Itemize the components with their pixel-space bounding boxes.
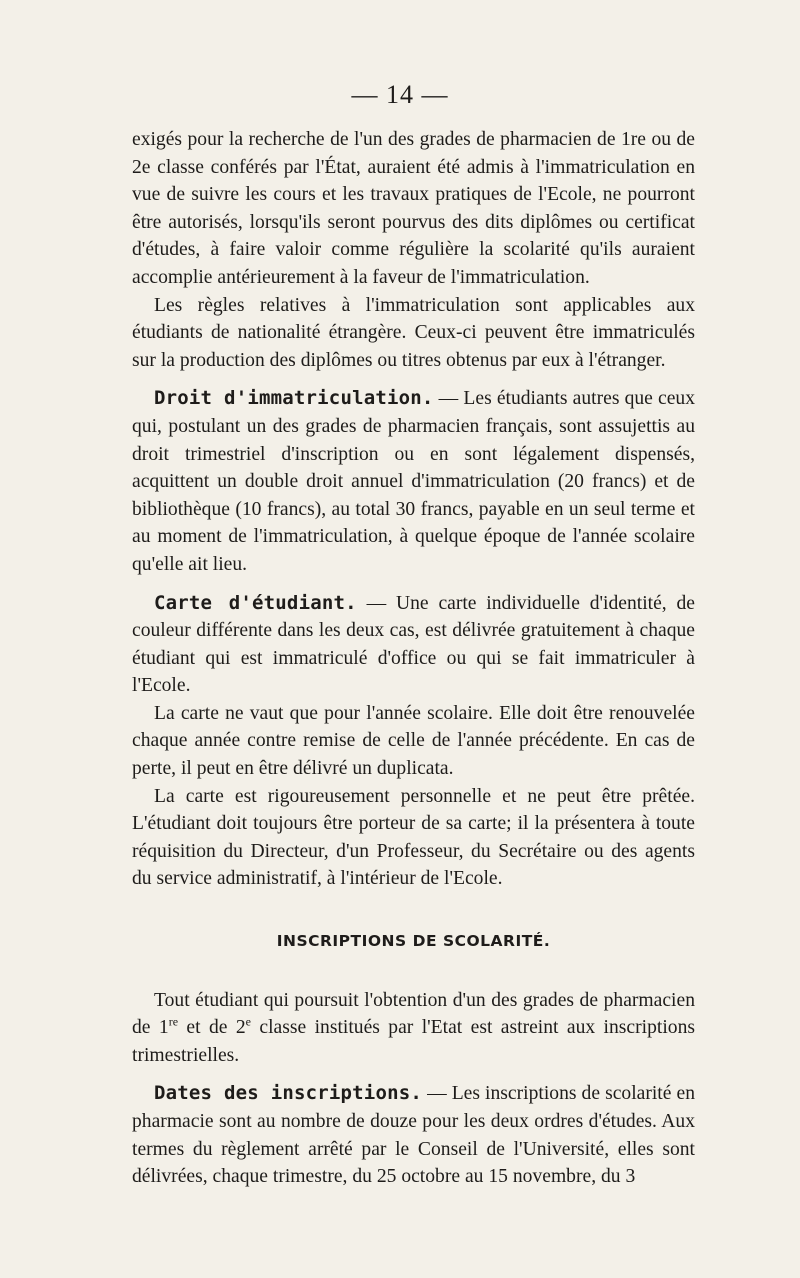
heading-registration-fee: Droit d'immatriculation.	[154, 387, 434, 410]
paragraph-continuation: exigés pour la recherche de l'un des grades de pharmacien de 1re ou de 2e classe conférés par l'État, auraient été admis à l'immatriculation en vue de suivre les cours et les travaux pratiques de l'Ecole, ne pourront être autorisés, lorsqu'ils seront pourvus des dits diplômes ou certificat d'études, à faire valoir comme régulière la scolarité qu'ils auraient accomplie antérieurement à la faveur de l'immatriculation.	[132, 129, 695, 288]
paragraph-registration-fee-body: — Les étudiants autres que ceux qui, postulant un des grades de pharmacien français, sont assujettis au droit trimestriel d'inscription ou en sont légalement dispensés, acquittent un double droit annuel d'immatriculation (20 francs) et de bibliothèque (10 francs), au total 30 francs, payable en un seul terme et au moment de l'immatriculation, à quelque époque de l'année scolaire qu'elle ait lieu.	[132, 388, 695, 575]
paragraph-card-validity: La carte ne vaut que pour l'année scolaire. Elle doit être renouvelée chaque année contre remise de celle de l'année précédente. En cas de perte, il peut en être délivré un duplicata.	[132, 702, 695, 780]
paragraph-inscriptions	[132, 987, 695, 1070]
page-number: — 14 —	[351, 80, 449, 109]
heading-dates: Dates des inscriptions.	[154, 1082, 423, 1105]
heading-student-card: Carte d'étudiant.	[154, 591, 357, 614]
paragraph-registration-fee	[132, 385, 695, 578]
paragraph-student-card-body: — Une carte individuelle d'identité, de couleur différente dans les deux cas, est délivrée gratuitement à chaque étudiant qui est immatriculé d'office ou qui se fait immatriculer à l'Ecole.	[132, 592, 695, 697]
superscript-e: e	[245, 1014, 251, 1029]
superscript-re: re	[168, 1014, 179, 1029]
paragraph-student-card	[132, 590, 695, 700]
paragraph-dates-body: — Les inscriptions de scolarité en pharmacie sont au nombre de douze pour les deux ordres d'études. Aux termes du règlement arrêté par le Conseil de l'Université, elles sont délivrées, chaque trimestre, du 25 octobre au 15 novembre, du 3	[132, 1083, 695, 1188]
section-title: INSCRIPTIONS DE SCOLARITÉ.	[276, 932, 551, 951]
paragraph-foreign-students: Les règles relatives à l'immatriculation sont applicables aux étudiants de nationalité étrangère. Ceux-ci peuvent être immatriculés sur la production des diplômes ou titres obtenus par eux à l'étranger.	[132, 294, 695, 371]
paragraph-inscriptions-part-b: et de 2	[178, 1017, 246, 1039]
paragraph-inscriptions-part-a: Tout étudiant qui poursuit l'obtention d'un des grades de pharmacien de 1	[132, 989, 695, 1039]
paragraph-card-personal: La carte est rigoureusement personnelle et ne peut être prêtée. L'étudiant doit toujours être porteur de sa carte; il la présentera à toute réquisition du Directeur, d'un Professeur, du Secrétaire ou des agents du service administratif, à l'intérieur de l'Ecole.	[132, 785, 695, 890]
body-text	[132, 126, 695, 1191]
paragraph-inscriptions-part-c: classe institués par l'Etat est astreint aux inscriptions trimestrielles.	[132, 1017, 695, 1066]
paragraph-dates	[132, 1080, 695, 1190]
